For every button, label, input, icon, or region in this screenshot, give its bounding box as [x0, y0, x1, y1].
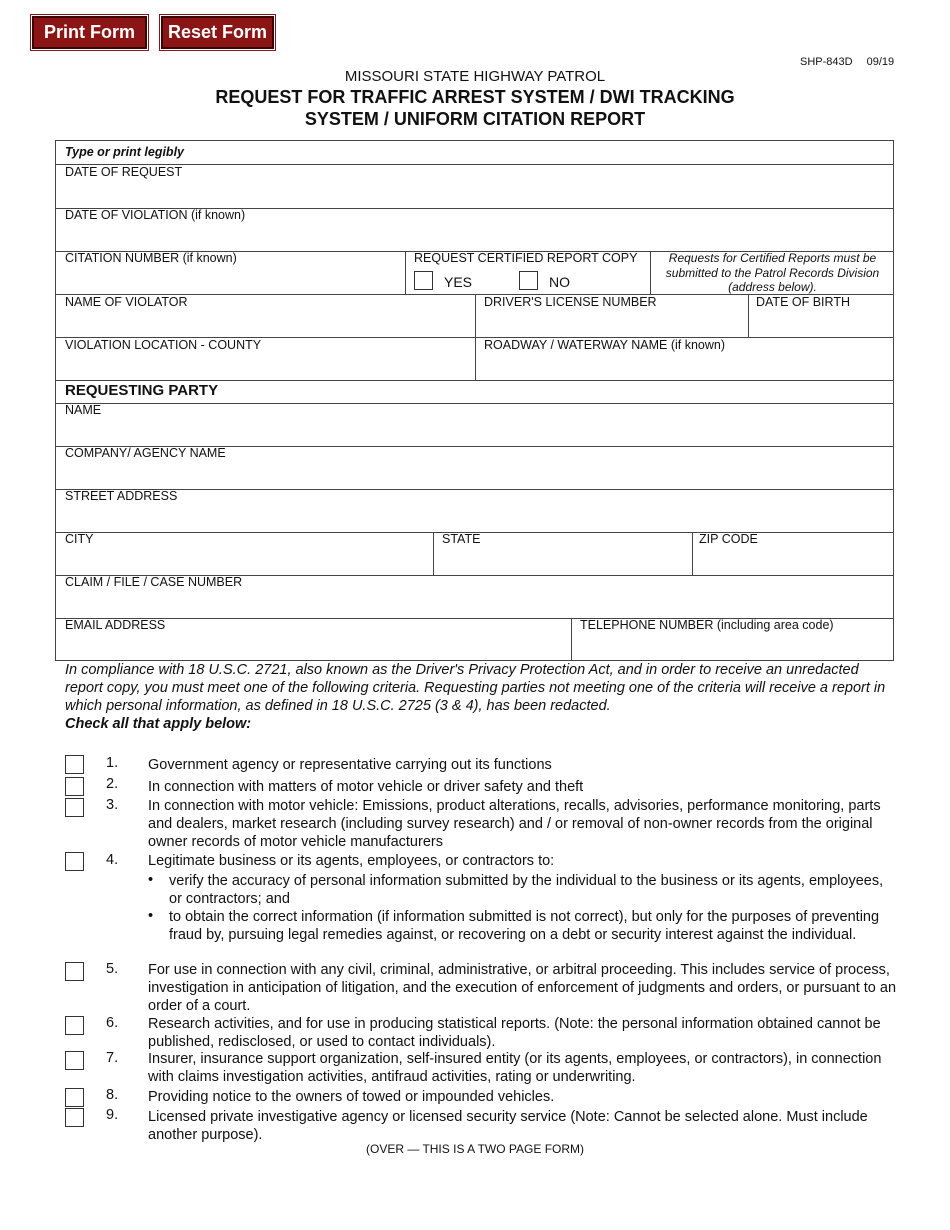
criteria-5-checkbox[interactable]	[65, 962, 84, 981]
criteria-1-checkbox[interactable]	[65, 755, 84, 774]
criteria-3-checkbox[interactable]	[65, 798, 84, 817]
criteria-text: Insurer, insurance support organization, self-insured entity (or its agents, employees, or contractors), in connection with claims investigation activities, antifraud activities, rating or underwriting.	[148, 1051, 882, 1085]
zip-code-label: ZIP CODE	[699, 532, 758, 546]
criteria-text: Providing notice to the owners of towed or impounded vehicles.	[148, 1089, 555, 1105]
criteria-text: In connection with motor vehicle: Emissions, product alterations, recalls, advisories, performance monitoring, parts and dealers, market research (including survey research) and / or removal of non-owner records from the original owner records of motor vehicle manufacturers	[148, 798, 881, 850]
citation-number-input[interactable]	[65, 269, 395, 289]
criteria-text: For use in connection with any civil, criminal, administrative, or arbitral proceeding. This includes service of process, investigation in anticipation of litigation, and the execution of enforcement of judgments and orders, or pursuant to an order of a court.	[148, 962, 897, 1014]
email-input[interactable]	[65, 636, 560, 656]
form-date: 09/19	[866, 56, 895, 68]
claim-number-label: CLAIM / FILE / CASE NUMBER	[65, 575, 243, 589]
certified-no-checkbox[interactable]	[519, 271, 538, 290]
criteria-4-checkbox[interactable]	[65, 852, 84, 871]
criteria-4-bullet: verify the accuracy of personal information submitted by the individual to the business or its agents, employees, or contractors; and	[169, 873, 884, 907]
criteria-number: 7.	[106, 1050, 119, 1066]
state-input[interactable]	[442, 550, 682, 570]
two-page-notice: (OVER — THIS IS A TWO PAGE FORM)	[365, 1142, 585, 1156]
criteria-number: 1.	[106, 755, 119, 771]
date-of-request-input[interactable]	[65, 183, 885, 203]
violation-county-input[interactable]	[65, 356, 465, 376]
print-form-button[interactable]: Print Form	[32, 16, 147, 49]
telephone-input[interactable]	[580, 636, 885, 656]
criteria-text: Licensed private investigative agency or licensed security service (Note: Cannot be selected alone. Must include another purpose).	[148, 1109, 868, 1143]
date-of-violation-label: DATE OF VIOLATION (if known)	[65, 208, 246, 222]
bullet-marker: •	[148, 908, 154, 924]
date-of-birth-label: DATE OF BIRTH	[756, 295, 850, 309]
name-of-violator-label: NAME OF VIOLATOR	[65, 295, 188, 309]
instructions-label: Type or print legibly	[65, 145, 184, 159]
agency-name: MISSOURI STATE HIGHWAY PATROL	[344, 68, 606, 85]
criteria-text: Legitimate business or its agents, employees, or contractors to:	[148, 853, 555, 869]
requesting-party-heading: REQUESTING PARTY	[65, 382, 219, 399]
zip-code-input[interactable]	[699, 550, 887, 570]
certified-yes-checkbox[interactable]	[414, 271, 433, 290]
requester-name-label: NAME	[65, 403, 102, 417]
criteria-number: 8.	[106, 1087, 119, 1103]
name-of-violator-input[interactable]	[65, 313, 465, 333]
company-label: COMPANY/ AGENCY NAME	[65, 446, 226, 460]
bullet-marker: •	[148, 872, 154, 888]
city-input[interactable]	[65, 550, 425, 570]
criteria-number: 6.	[106, 1015, 119, 1031]
criteria-4-bullet: to obtain the correct information (if information submitted is not correct), but only for the purposes of preventing fraud by, pursuing legal remedies against, or recovering on a debt or security interest against the individual.	[169, 909, 880, 943]
claim-number-input[interactable]	[65, 593, 885, 613]
street-address-label: STREET ADDRESS	[65, 489, 178, 503]
state-label: STATE	[442, 532, 481, 546]
roadway-name-label: ROADWAY / WATERWAY NAME (if known)	[484, 338, 726, 352]
criteria-number: 4.	[106, 852, 119, 868]
violation-county-label: VIOLATION LOCATION - COUNTY	[65, 338, 262, 352]
criteria-8-checkbox[interactable]	[65, 1088, 84, 1107]
form-id: SHP-843D	[800, 56, 853, 68]
form-title-line1: REQUEST FOR TRAFFIC ARREST SYSTEM / DWI TRACKING	[215, 87, 735, 107]
form-title-line2: SYSTEM / UNIFORM CITATION REPORT	[304, 109, 646, 129]
form-number	[800, 56, 894, 68]
city-label: CITY	[65, 532, 94, 546]
roadway-name-input[interactable]	[484, 356, 884, 376]
email-label: EMAIL ADDRESS	[65, 618, 166, 632]
certified-note: Requests for Certified Reports must be submitted to the Patrol Records Division (address below).	[665, 251, 880, 294]
citation-number-label: CITATION NUMBER (if known)	[65, 251, 237, 265]
check-all-instruction: Check all that apply below:	[65, 716, 252, 732]
criteria-text: Government agency or representative carrying out its functions	[148, 757, 552, 773]
criteria-text: Research activities, and for use in producing statistical reports. (Note: the personal information obtained cannot be published, redisclosed, or used to contact individuals).	[148, 1016, 881, 1050]
drivers-license-label: DRIVER'S LICENSE NUMBER	[484, 295, 657, 309]
drivers-license-input[interactable]	[484, 313, 739, 333]
certified-yes-label: YES	[444, 274, 473, 290]
requester-name-input[interactable]	[65, 421, 885, 441]
criteria-number: 2.	[106, 776, 119, 792]
criteria-number: 5.	[106, 961, 119, 977]
telephone-label: TELEPHONE NUMBER (including area code)	[580, 618, 834, 632]
criteria-6-checkbox[interactable]	[65, 1016, 84, 1035]
criteria-7-checkbox[interactable]	[65, 1051, 84, 1070]
criteria-2-checkbox[interactable]	[65, 777, 84, 796]
compliance-text: In compliance with 18 U.S.C. 2721, also known as the Driver's Privacy Protection Act, and in order to receive an unredacted report copy, you must meet one of the following criteria. Requesting parties not meeting one of the criteria will receive a report in which personal information, as defined in 18 U.S.C. 2725 (3 & 4), has been redacted.	[65, 662, 886, 714]
date-of-request-label: DATE OF REQUEST	[65, 165, 183, 179]
reset-form-button[interactable]: Reset Form	[161, 16, 274, 49]
date-of-birth-input[interactable]	[756, 313, 886, 333]
criteria-number: 9.	[106, 1107, 119, 1123]
criteria-9-checkbox[interactable]	[65, 1108, 84, 1127]
criteria-text: In connection with matters of motor vehicle or driver safety and theft	[148, 779, 584, 795]
criteria-number: 3.	[106, 797, 119, 813]
request-certified-label: REQUEST CERTIFIED REPORT COPY	[414, 251, 638, 265]
certified-no-label: NO	[549, 274, 570, 290]
compliance-notice	[65, 661, 895, 733]
street-address-input[interactable]	[65, 507, 885, 527]
date-of-violation-input[interactable]	[65, 226, 885, 246]
company-input[interactable]	[65, 464, 885, 484]
